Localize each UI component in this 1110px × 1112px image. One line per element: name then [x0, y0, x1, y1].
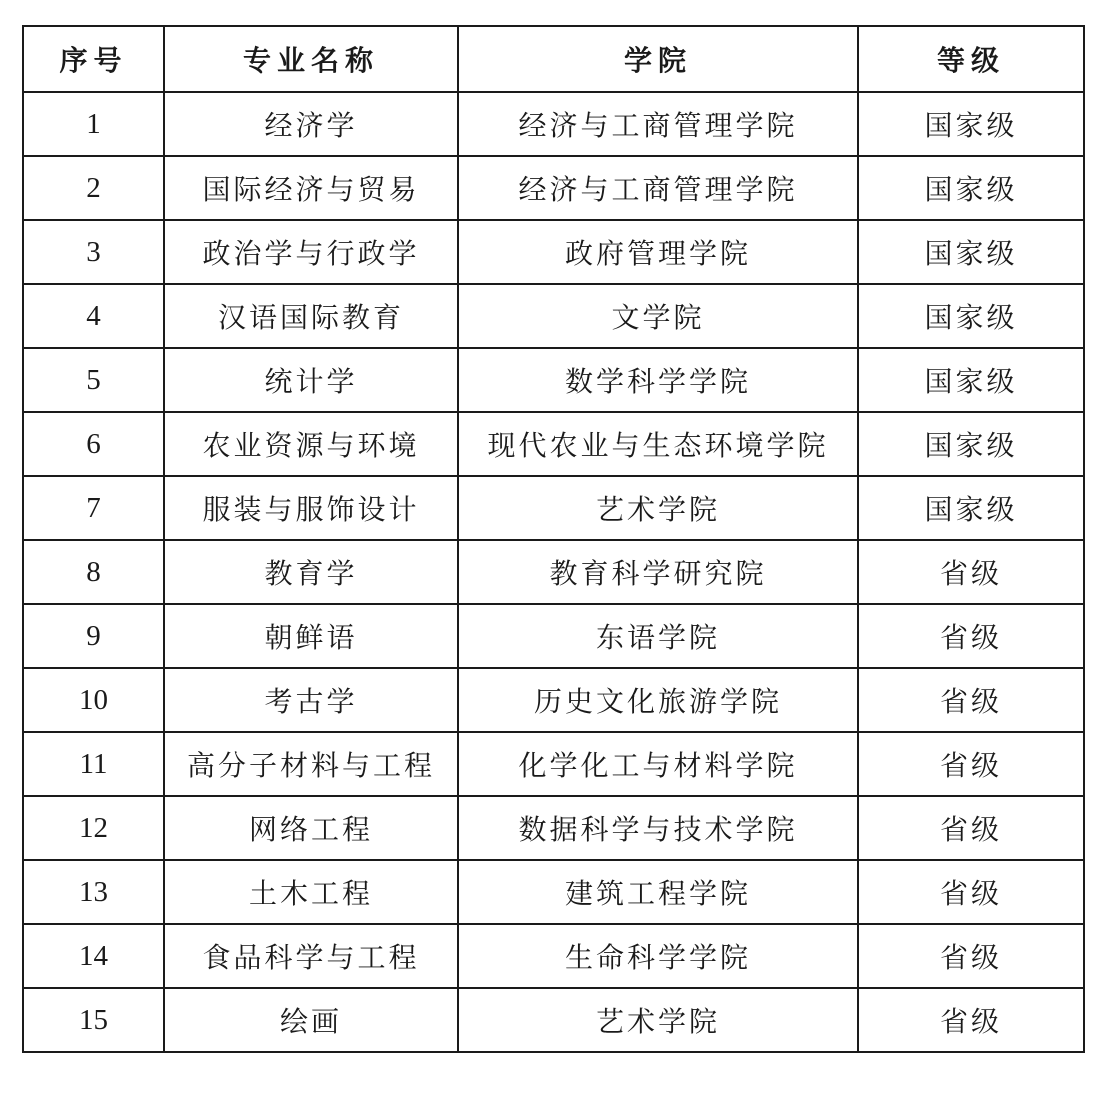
- header-college: 学院: [458, 26, 858, 92]
- table-row: [23, 92, 1084, 156]
- table-row: [23, 860, 1084, 924]
- header-major-name: 专业名称: [164, 26, 458, 92]
- college-name-cell: 现代农业与生态环境学院: [458, 412, 858, 476]
- table-row: [23, 540, 1084, 604]
- row-index-cell: 5: [23, 348, 164, 412]
- level-cell: 省级: [858, 860, 1084, 924]
- table-row: [23, 924, 1084, 988]
- major-name-cell: 教育学: [164, 540, 458, 604]
- major-name-cell: 食品科学与工程: [164, 924, 458, 988]
- level-cell: 国家级: [858, 156, 1084, 220]
- table-body: [23, 92, 1084, 1052]
- row-index-cell: 6: [23, 412, 164, 476]
- row-index-cell: 1: [23, 92, 164, 156]
- row-index-cell: 3: [23, 220, 164, 284]
- row-index-cell: 12: [23, 796, 164, 860]
- major-name-cell: 网络工程: [164, 796, 458, 860]
- table-row: [23, 732, 1084, 796]
- header-level: 等级: [858, 26, 1084, 92]
- majors-table: [22, 25, 1085, 1053]
- major-name-cell: 土木工程: [164, 860, 458, 924]
- level-cell: 国家级: [858, 220, 1084, 284]
- table-row: [23, 796, 1084, 860]
- row-index-cell: 2: [23, 156, 164, 220]
- row-index-cell: 4: [23, 284, 164, 348]
- table-row: [23, 412, 1084, 476]
- table-row: [23, 348, 1084, 412]
- level-cell: 国家级: [858, 412, 1084, 476]
- college-name-cell: 艺术学院: [458, 988, 858, 1052]
- row-index-cell: 13: [23, 860, 164, 924]
- row-index-cell: 14: [23, 924, 164, 988]
- row-index-cell: 9: [23, 604, 164, 668]
- college-name-cell: 生命科学学院: [458, 924, 858, 988]
- level-cell: 省级: [858, 988, 1084, 1052]
- table-row: [23, 988, 1084, 1052]
- major-name-cell: 朝鲜语: [164, 604, 458, 668]
- table-row: [23, 476, 1084, 540]
- table-row: [23, 156, 1084, 220]
- major-name-cell: 经济学: [164, 92, 458, 156]
- major-name-cell: 政治学与行政学: [164, 220, 458, 284]
- college-name-cell: 建筑工程学院: [458, 860, 858, 924]
- table-row: [23, 668, 1084, 732]
- college-name-cell: 教育科学研究院: [458, 540, 858, 604]
- level-cell: 省级: [858, 796, 1084, 860]
- row-index-cell: 8: [23, 540, 164, 604]
- level-cell: 省级: [858, 604, 1084, 668]
- college-name-cell: 东语学院: [458, 604, 858, 668]
- row-index-cell: 10: [23, 668, 164, 732]
- row-index-cell: 11: [23, 732, 164, 796]
- college-name-cell: 政府管理学院: [458, 220, 858, 284]
- level-cell: 国家级: [858, 92, 1084, 156]
- major-name-cell: 高分子材料与工程: [164, 732, 458, 796]
- level-cell: 国家级: [858, 284, 1084, 348]
- table-row: [23, 284, 1084, 348]
- major-name-cell: 国际经济与贸易: [164, 156, 458, 220]
- college-name-cell: 艺术学院: [458, 476, 858, 540]
- college-name-cell: 历史文化旅游学院: [458, 668, 858, 732]
- major-name-cell: 绘画: [164, 988, 458, 1052]
- level-cell: 省级: [858, 732, 1084, 796]
- level-cell: 省级: [858, 924, 1084, 988]
- level-cell: 省级: [858, 668, 1084, 732]
- college-name-cell: 数据科学与技术学院: [458, 796, 858, 860]
- table-row: [23, 220, 1084, 284]
- row-index-cell: 7: [23, 476, 164, 540]
- college-name-cell: 化学化工与材料学院: [458, 732, 858, 796]
- major-name-cell: 考古学: [164, 668, 458, 732]
- major-name-cell: 农业资源与环境: [164, 412, 458, 476]
- college-name-cell: 经济与工商管理学院: [458, 92, 858, 156]
- level-cell: 国家级: [858, 348, 1084, 412]
- college-name-cell: 数学科学学院: [458, 348, 858, 412]
- level-cell: 国家级: [858, 476, 1084, 540]
- college-name-cell: 文学院: [458, 284, 858, 348]
- table-header-row: [23, 26, 1084, 92]
- major-name-cell: 汉语国际教育: [164, 284, 458, 348]
- level-cell: 省级: [858, 540, 1084, 604]
- college-name-cell: 经济与工商管理学院: [458, 156, 858, 220]
- major-name-cell: 统计学: [164, 348, 458, 412]
- row-index-cell: 15: [23, 988, 164, 1052]
- table-row: [23, 604, 1084, 668]
- major-name-cell: 服装与服饰设计: [164, 476, 458, 540]
- header-index: 序号: [23, 26, 164, 92]
